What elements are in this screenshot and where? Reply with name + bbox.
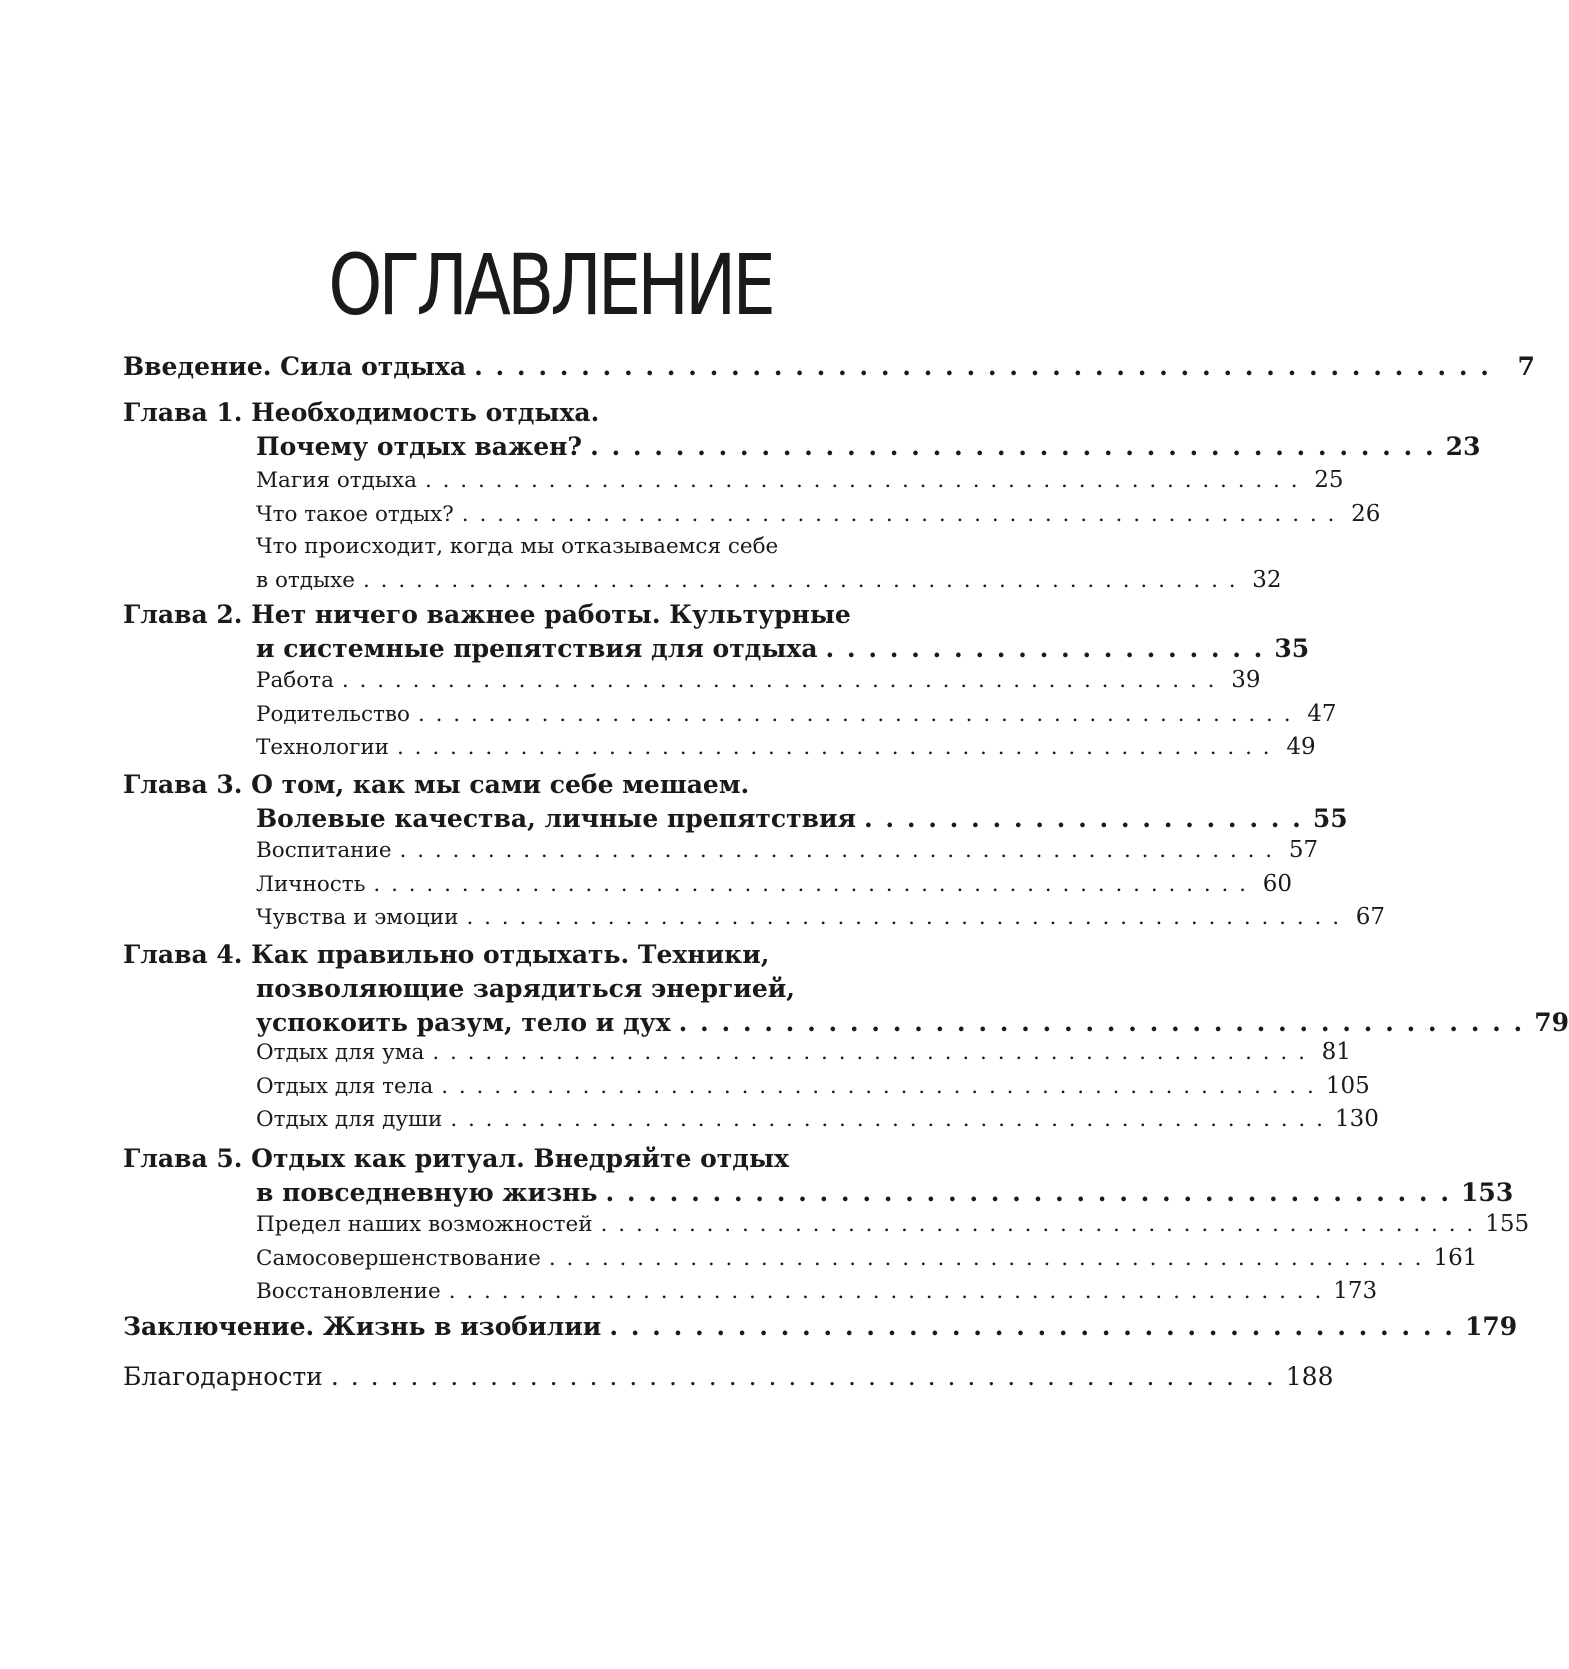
toc-section[interactable]	[123, 1103, 1379, 1137]
chapter-subtitle: позволяющие зарядиться энергией,	[256, 974, 795, 1003]
chapter-title: Глава 2. Нет ничего важнее работы. Культурные	[123, 600, 851, 629]
section-label: Технологии	[256, 735, 389, 760]
leader-dots: . . . . . . . . . . . . . . . . . . . . . . . . . . . . . . . . . . . . . . . . . . . . . . . . . .	[397, 735, 1272, 760]
section-page: 105	[1325, 1072, 1370, 1099]
leader-dots: . . . . . . . . . . . . . . . . . . . . . . . . . . . . . . . . . . . . . . . . . . . . . . . . . .	[362, 567, 1238, 593]
leader-dots: . . . . . . . . . . . . . . . . . . . . . . . . . . . . . . . . . . . . . . . . . . . . . . . . . .	[441, 1073, 1316, 1099]
toc-page: 7	[1517, 352, 1535, 381]
toc-section[interactable]	[123, 1070, 1370, 1104]
section-label: Родительство	[256, 701, 410, 727]
section-page: 60	[1262, 870, 1292, 897]
section-page: 26	[1351, 500, 1381, 527]
toc-section[interactable]	[123, 1275, 1378, 1309]
leader-dots: . . . . . . . . . . . . . . . . . . . . . . . . . . . . . . . . . . . . . . . . . . . . . . . . . .	[341, 668, 1217, 693]
section-label: в отдыхе	[256, 567, 355, 593]
toc-page: 79	[1534, 1008, 1569, 1037]
toc-section[interactable]	[123, 564, 1282, 598]
section-page: 47	[1307, 700, 1337, 727]
section-label: Магия отдыха	[256, 468, 417, 493]
toc-page: 55	[1312, 804, 1348, 833]
toc-section[interactable]	[123, 901, 1386, 935]
section-label: Восстановление	[256, 1279, 441, 1304]
section-page: 39	[1231, 667, 1261, 693]
leader-dots: . . . . . . . . . . . . . . . . . . . . .	[864, 804, 1303, 833]
toc-chapter-2[interactable]	[123, 598, 1310, 666]
page-title: ОГЛАВЛЕНИЕ	[328, 236, 772, 334]
section-page: 57	[1288, 837, 1319, 863]
leader-dots: . . . . . . . . . . . . . . . . . . . . . . . . . . . . . . . . . . . . . . . . . . . . . . . .	[474, 352, 1491, 381]
toc-label: Заключение. Жизнь в изобилии	[123, 1312, 602, 1341]
toc-chapter-1[interactable]	[123, 396, 1481, 464]
section-page: 130	[1334, 1106, 1379, 1132]
leader-dots: . . . . . . . . . . . . . . . . . . . . . . . . . . . . . . . . . . . . . . . .	[609, 1312, 1455, 1341]
toc-entry-thanks[interactable]	[123, 1360, 1334, 1394]
leader-dots: . . . . . . . . . . . . . . . . . . . . . . . . . . . . . . . . . . . . . . . . . . . . . . . . . .	[399, 838, 1275, 863]
section-page: 49	[1286, 734, 1316, 760]
leader-dots: . . . . . . . . . . . . . . . . . . . . . . . . . . . . . . . . . . . . . . . .	[605, 1178, 1452, 1207]
section-page: 67	[1355, 904, 1386, 930]
leader-dots: . . . . . . . . . . . . . . . . . . . . . . . . . . . . . . . . . . . . . . . . . . . . . . . . . .	[466, 905, 1342, 930]
section-label: Самосовершенствование	[256, 1245, 541, 1271]
section-label: Чувства и эмоции	[256, 905, 459, 930]
toc-section[interactable]	[123, 531, 923, 564]
toc-page: 153	[1461, 1178, 1514, 1207]
section-page: 81	[1321, 1039, 1351, 1065]
toc-label: Благодарности	[123, 1362, 323, 1391]
chapter-subtitle: успокоить разум, тело и дух	[256, 1008, 671, 1037]
toc-sections-3	[123, 834, 1386, 935]
leader-dots: . . . . . . . . . . . . . . . . . . . . . . . . . . . . . . . . . . . . . . . . . . . . . . . . . .	[461, 501, 1337, 527]
toc-section[interactable]	[123, 868, 1292, 902]
leader-dots: . . . . . . . . . . . . . . . . . . . . . . . . . . . . . . . . . . . . . . . . . . . . . . . . . .	[424, 468, 1300, 493]
chapter-title: Глава 1. Необходимость отдыха.	[123, 398, 600, 427]
toc-sections-2	[123, 664, 1337, 765]
toc-entry-intro[interactable]	[123, 350, 1535, 384]
chapter-subtitle: и системные препятствия для отдыха	[256, 634, 818, 663]
leader-dots: . . . . . . . . . . . . . . . . . . . . . . . . . . . . . . . . . . . . . . . . . . . . . . . . . .	[450, 1107, 1325, 1132]
toc-chapter-4[interactable]	[123, 938, 1569, 1040]
toc-label: Введение. Сила отдыха	[123, 352, 467, 381]
leader-dots: . . . . . . . . . . . . . . . . . . . . . . . . . . . . . . . . . . . . . . . . . . . . . . . . . .	[548, 1245, 1424, 1271]
section-page: 155	[1485, 1211, 1530, 1237]
toc-sections-1	[123, 464, 1381, 597]
leader-dots: . . . . . . . . . . . . . . . . . . . . . . . . . . . . . . . . . . . . . . . .	[590, 432, 1436, 461]
section-page: 173	[1333, 1278, 1378, 1304]
toc-page: 23	[1445, 432, 1481, 461]
toc-section[interactable]	[123, 698, 1337, 732]
toc-section[interactable]	[123, 1242, 1478, 1276]
toc-page: 35	[1274, 634, 1310, 663]
toc-page: 188	[1285, 1362, 1334, 1391]
leader-dots: . . . . . . . . . . . . . . . . . . . . .	[825, 634, 1265, 663]
section-label: Предел наших возможностей	[256, 1212, 593, 1237]
section-label: Что происходит, когда мы отказываемся себе	[256, 534, 779, 559]
chapter-title: Глава 5. Отдых как ритуал. Внедряйте отдых	[123, 1144, 789, 1173]
toc-section[interactable]	[123, 464, 1344, 498]
chapter-subtitle: в повседневную жизнь	[256, 1178, 598, 1207]
section-label: Воспитание	[256, 838, 392, 863]
toc-section[interactable]	[123, 1208, 1530, 1242]
section-page: 161	[1433, 1244, 1478, 1271]
section-label: Работа	[256, 668, 334, 693]
section-label: Отдых для ума	[256, 1040, 425, 1065]
toc-entry-conclusion[interactable]	[123, 1310, 1518, 1344]
section-page: 25	[1314, 467, 1344, 493]
section-label: Отдых для души	[256, 1107, 443, 1132]
toc-section[interactable]	[123, 1036, 1351, 1070]
toc-chapter-5[interactable]	[123, 1142, 1514, 1210]
section-label: Отдых для тела	[256, 1073, 434, 1099]
chapter-title: Глава 4. Как правильно отдыхать. Техники,	[123, 940, 770, 969]
leader-dots: . . . . . . . . . . . . . . . . . . . . . . . . . . . . . . . . . . . . . . . .	[678, 1008, 1525, 1037]
toc-section[interactable]	[123, 834, 1319, 868]
toc-chapter-3[interactable]	[123, 768, 1348, 836]
leader-dots: . . . . . . . . . . . . . . . . . . . . . . . . . . . . . . . . . . . . . . . . . . . . . . . .	[330, 1362, 1276, 1391]
toc-section[interactable]	[123, 731, 1316, 765]
chapter-subtitle: Волевые качества, личные препятствия	[256, 804, 856, 833]
toc-section[interactable]	[123, 498, 1381, 532]
toc-page: 179	[1464, 1312, 1518, 1341]
section-label: Личность	[256, 871, 366, 897]
toc-sections-4	[123, 1036, 1379, 1137]
leader-dots: . . . . . . . . . . . . . . . . . . . . . . . . . . . . . . . . . . . . . . . . . . . . . . . . . .	[448, 1279, 1324, 1304]
leader-dots: . . . . . . . . . . . . . . . . . . . . . . . . . . . . . . . . . . . . . . . . . . . . . . . . . .	[600, 1212, 1476, 1237]
section-label: Что такое отдых?	[256, 501, 454, 527]
section-page: 32	[1252, 566, 1282, 593]
chapter-title: Глава 3. О том, как мы сами себе мешаем.	[123, 770, 750, 799]
toc-section[interactable]	[123, 664, 1261, 698]
leader-dots: . . . . . . . . . . . . . . . . . . . . . . . . . . . . . . . . . . . . . . . . . . . . . . . . . .	[417, 701, 1293, 727]
chapter-subtitle: Почему отдых важен?	[256, 432, 583, 461]
toc-sections-5	[123, 1208, 1530, 1309]
leader-dots: . . . . . . . . . . . . . . . . . . . . . . . . . . . . . . . . . . . . . . . . . . . . . . . . . .	[432, 1040, 1307, 1065]
leader-dots: . . . . . . . . . . . . . . . . . . . . . . . . . . . . . . . . . . . . . . . . . . . . . . . . . .	[373, 871, 1248, 897]
